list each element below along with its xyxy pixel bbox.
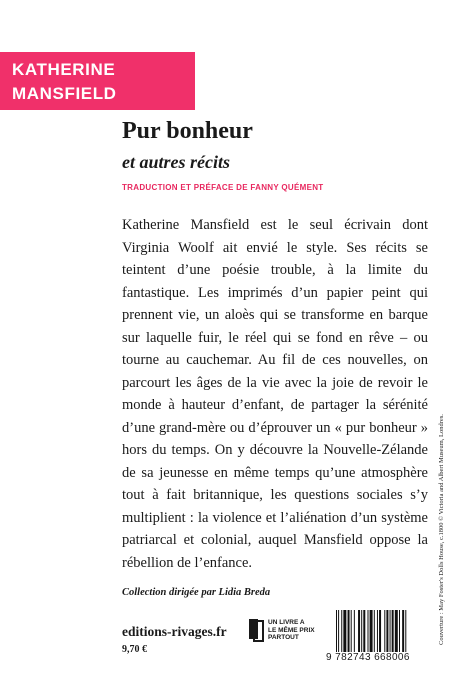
same-price-line-3: PARTOUT (268, 634, 299, 641)
book-icon (248, 618, 264, 642)
same-price-label (268, 619, 315, 642)
book-title: Pur bonheur (122, 118, 253, 144)
back-cover-blurb: Katherine Mansfield est le seul écrivain dont Virginia Woolf ait envié le style. Ses récits se teintent d’une poésie trouble, à la limite du fantastique. Les imprimés d’un papier peint qui prennent vie, un aloès qui se transforme en barque sur laquelle fuir, le réel qui se fond en rêve – ou tourne au cauchemar. Au fil de ces nouvelles, on parcourt les âges de la vie avec la joie de revoir le monde à hauteur d’enfant, de partager la sérénité d’une grand-mère ou d’éprouver un « pur bonheur » hors du temps. On y découvre la Nouvelle-Zélande de sa jeunesse en même temps qu’une atmosphère tout à fait britannique, les questions sociales s’y multiplient : la violence et l’aliénation d’un système patriarcal et colonial, auquel Mansfield oppose la rébellion de l’enfance. (122, 217, 428, 571)
book-subtitle: et autres récits (122, 152, 230, 172)
isbn-number: 9 782743 668006 (326, 652, 410, 663)
same-price-line-2: LE MÊME PRIX (268, 626, 315, 634)
collection-editor: Collection dirigée par Lidia Breda (122, 587, 271, 598)
translation-credit: TRADUCTION ET PRÉFACE DE FANNY QUÉMENT (122, 183, 324, 192)
barcode (336, 610, 426, 652)
author-last-name: MANSFIELD (12, 84, 117, 103)
same-price-line-1: UN LIVRE A (268, 619, 305, 626)
price: 9,70 € (122, 644, 147, 655)
cover-credit: Couverture : May Foster's Dolls House, c.1800 © Victoria and Albert Museum, Londres. (438, 414, 445, 645)
author-first-name: KATHERINE (12, 60, 116, 79)
publisher-website: editions-rivages.fr (122, 624, 227, 639)
